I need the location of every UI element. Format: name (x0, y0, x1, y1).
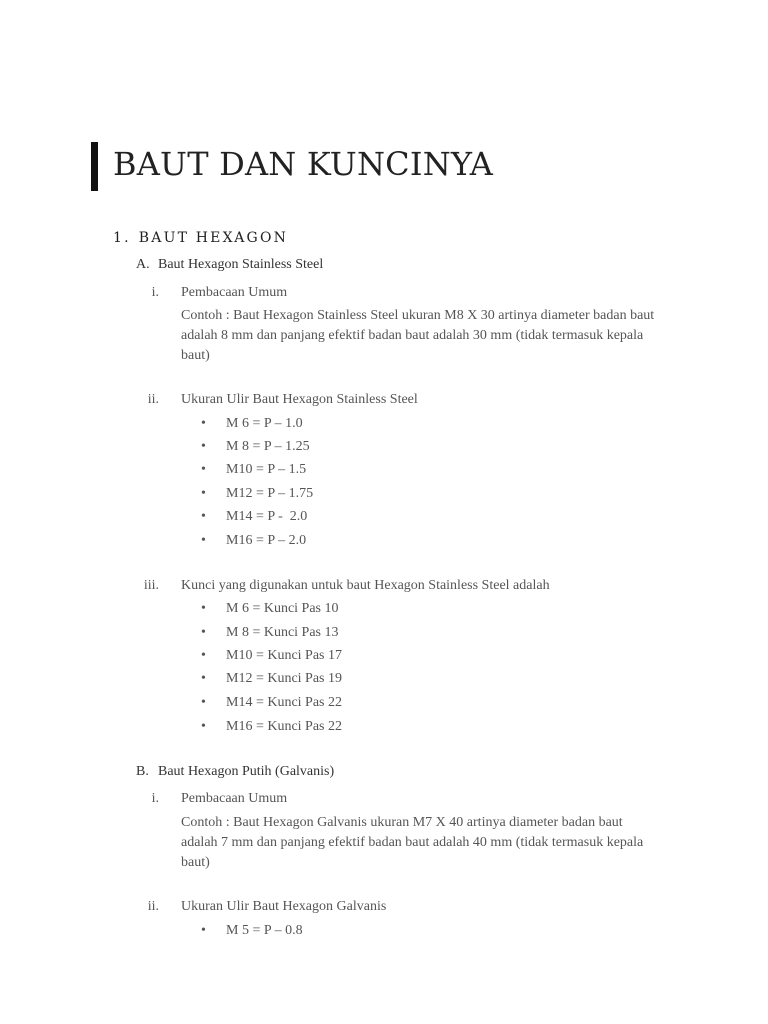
item-a-iii-label: Kunci yang digunakan untuk baut Hexagon Stainless Steel adalah (181, 578, 550, 593)
title-accent-bar (91, 142, 98, 191)
item-b-ii-marker: ii. (147, 899, 159, 914)
subheading-b (136, 764, 335, 780)
list-item: • M10 = Kunci Pas 17 (201, 648, 343, 663)
list-item: • M14 = P - 2.0 (201, 509, 308, 524)
list-item: • M16 = P – 2.0 (201, 533, 307, 548)
item-a-ii-label: Ukuran Ulir Baut Hexagon Stainless Steel (181, 392, 418, 407)
item-b-i-marker: i. (151, 791, 159, 806)
item-a-i (151, 285, 288, 301)
list-item: • M16 = Kunci Pas 22 (201, 719, 343, 734)
item-b-i (151, 791, 288, 807)
bullet-icon: • (201, 462, 206, 477)
item-b-ii-label: Ukuran Ulir Baut Hexagon Galvanis (181, 899, 387, 914)
list-item: • M 6 = P – 1.0 (201, 416, 303, 431)
list-item: • M 8 = P – 1.25 (201, 439, 310, 454)
bullet-icon: • (201, 416, 206, 431)
item-a-iii-marker: iii. (143, 578, 159, 593)
section-label: BAUT HEXAGON (138, 230, 289, 246)
item-a-i-marker: i. (151, 285, 159, 300)
item-a-i-label: Pembacaan Umum (181, 285, 288, 300)
paragraph-a-example: Contoh : Baut Hexagon Stainless Steel ukuran M8 X 30 artinya diameter badan baut adalah 8 mm dan panjang efektif badan baut adalah 30 mm (tidak termasuk kepala baut) (181, 308, 655, 363)
item-a-ii-marker: ii. (147, 392, 159, 407)
subheading-a (136, 257, 324, 273)
bullet-icon: • (201, 671, 206, 686)
item-b-ii (147, 899, 387, 915)
bullet-icon: • (201, 719, 206, 734)
section-number: 1. (113, 230, 131, 246)
subheading-a-marker: A. (136, 257, 150, 272)
bullet-icon: • (201, 533, 206, 548)
list-item: • M12 = Kunci Pas 19 (201, 671, 343, 686)
item-b-i-label: Pembacaan Umum (181, 791, 288, 806)
list-item: • M12 = P – 1.75 (201, 486, 314, 501)
page-title: BAUT DAN KUNCINYA (113, 145, 494, 183)
bullet-icon: • (201, 486, 206, 501)
subheading-b-marker: B. (136, 764, 149, 779)
bullet-icon: • (201, 601, 206, 616)
bullet-icon: • (201, 648, 206, 663)
subheading-a-label: Baut Hexagon Stainless Steel (158, 257, 324, 272)
list-item: • M14 = Kunci Pas 22 (201, 695, 343, 710)
list-item: • M 5 = P – 0.8 (201, 923, 303, 938)
bullet-icon: • (201, 509, 206, 524)
bullet-icon: • (201, 695, 206, 710)
paragraph-b-example: Contoh : Baut Hexagon Galvanis ukuran M7 X 40 artinya diameter badan baut adalah 7 mm dan panjang efektif badan baut adalah 40 mm (tidak termasuk kepala baut) (181, 815, 644, 870)
bullet-icon: • (201, 625, 206, 640)
list-item: • M 8 = Kunci Pas 13 (201, 625, 339, 640)
list-item: • M 6 = Kunci Pas 10 (201, 601, 339, 616)
subheading-b-label: Baut Hexagon Putih (Galvanis) (158, 764, 335, 779)
list-item: • M10 = P – 1.5 (201, 462, 307, 477)
item-a-ii (147, 392, 418, 408)
bullet-icon: • (201, 439, 206, 454)
bullet-icon: • (201, 923, 206, 938)
section-heading (113, 230, 288, 246)
item-a-iii (143, 578, 550, 594)
